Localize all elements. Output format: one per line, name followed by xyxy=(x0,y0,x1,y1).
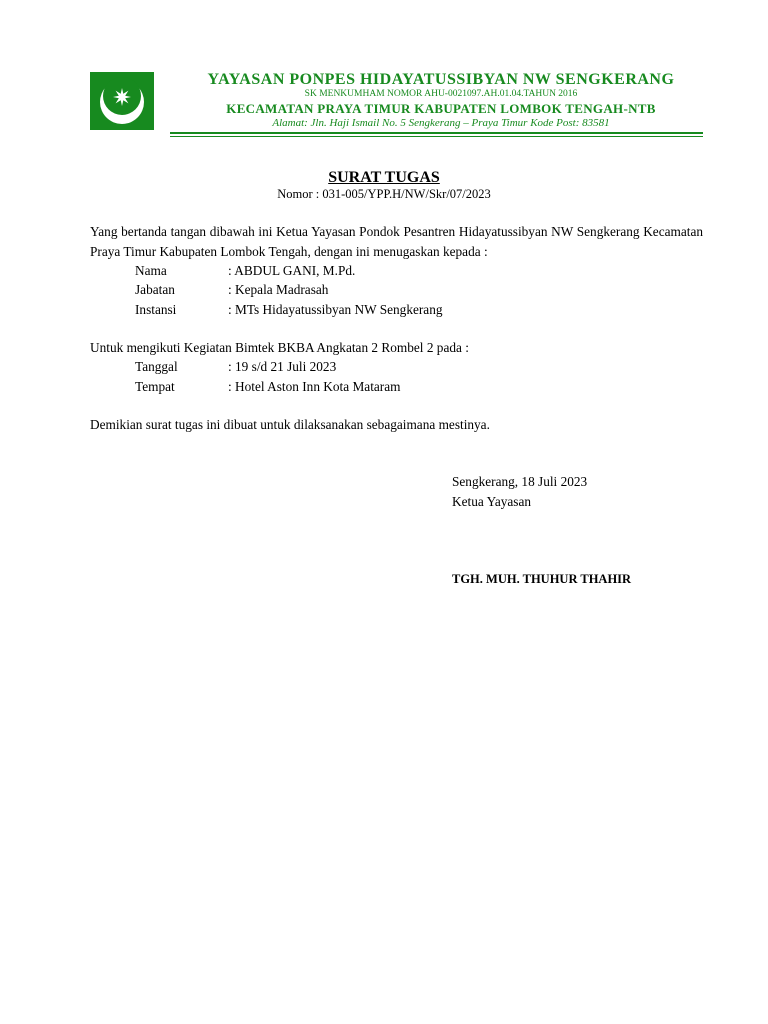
signer-title: Ketua Yayasan xyxy=(452,494,532,509)
foundation-logo xyxy=(90,72,154,130)
field-label: Jabatan xyxy=(135,282,175,297)
field-label: Nama xyxy=(135,263,167,278)
field-value: : ABDUL GANI, M.Pd. xyxy=(228,263,356,278)
purpose-line: Untuk mengikuti Kegiatan Bimtek BKBA Angkatan 2 Rombel 2 pada : xyxy=(90,340,469,355)
letterhead-divider-thick xyxy=(170,132,703,134)
letter-number: Nomor : 031-005/YPP.H/NW/Skr/07/2023 xyxy=(277,187,491,201)
crescent-star-icon xyxy=(90,72,154,130)
field-value: : MTs Hidayatussibyan NW Sengkerang xyxy=(228,302,443,317)
closing-line: Demikian surat tugas ini dibuat untuk dilaksanakan sebagaimana mestinya. xyxy=(90,417,490,432)
region-line: KECAMATAN PRAYA TIMUR KABUPATEN LOMBOK TENGAH-NTB xyxy=(226,101,656,116)
field-label: Tanggal xyxy=(135,359,178,374)
signer-name: TGH. MUH. THUHUR THAHIR xyxy=(452,572,632,586)
field-label: Instansi xyxy=(135,302,177,317)
address-line: Alamat: Jln. Haji Ismail No. 5 Sengkerang – Praya Timur Kode Post: 83581 xyxy=(272,117,610,129)
letter-title: SURAT TUGAS xyxy=(328,169,440,186)
field-value: : Kepala Madrasah xyxy=(228,282,329,297)
letterhead-divider-thin xyxy=(170,136,703,137)
intro-paragraph: Yang bertanda tangan dibawah ini Ketua Yayasan Pondok Pesantren Hidayatussibyan NW Sengkerang Kecamatan Praya Timur Kabupaten Lombok Tengah, dengan ini menugaskan kepada : xyxy=(90,224,703,259)
field-value: : Hotel Aston Inn Kota Mataram xyxy=(228,379,401,394)
place-date: Sengkerang, 18 Juli 2023 xyxy=(452,474,588,489)
legal-registration: SK MENKUMHAM NOMOR AHU-0021097.AH.01.04.TAHUN 2016 xyxy=(304,89,578,99)
field-label: Tempat xyxy=(135,379,175,394)
field-value: : 19 s/d 21 Juli 2023 xyxy=(228,359,337,374)
org-name: YAYASAN PONPES HIDAYATUSSIBYAN NW SENGKERANG xyxy=(207,71,675,88)
